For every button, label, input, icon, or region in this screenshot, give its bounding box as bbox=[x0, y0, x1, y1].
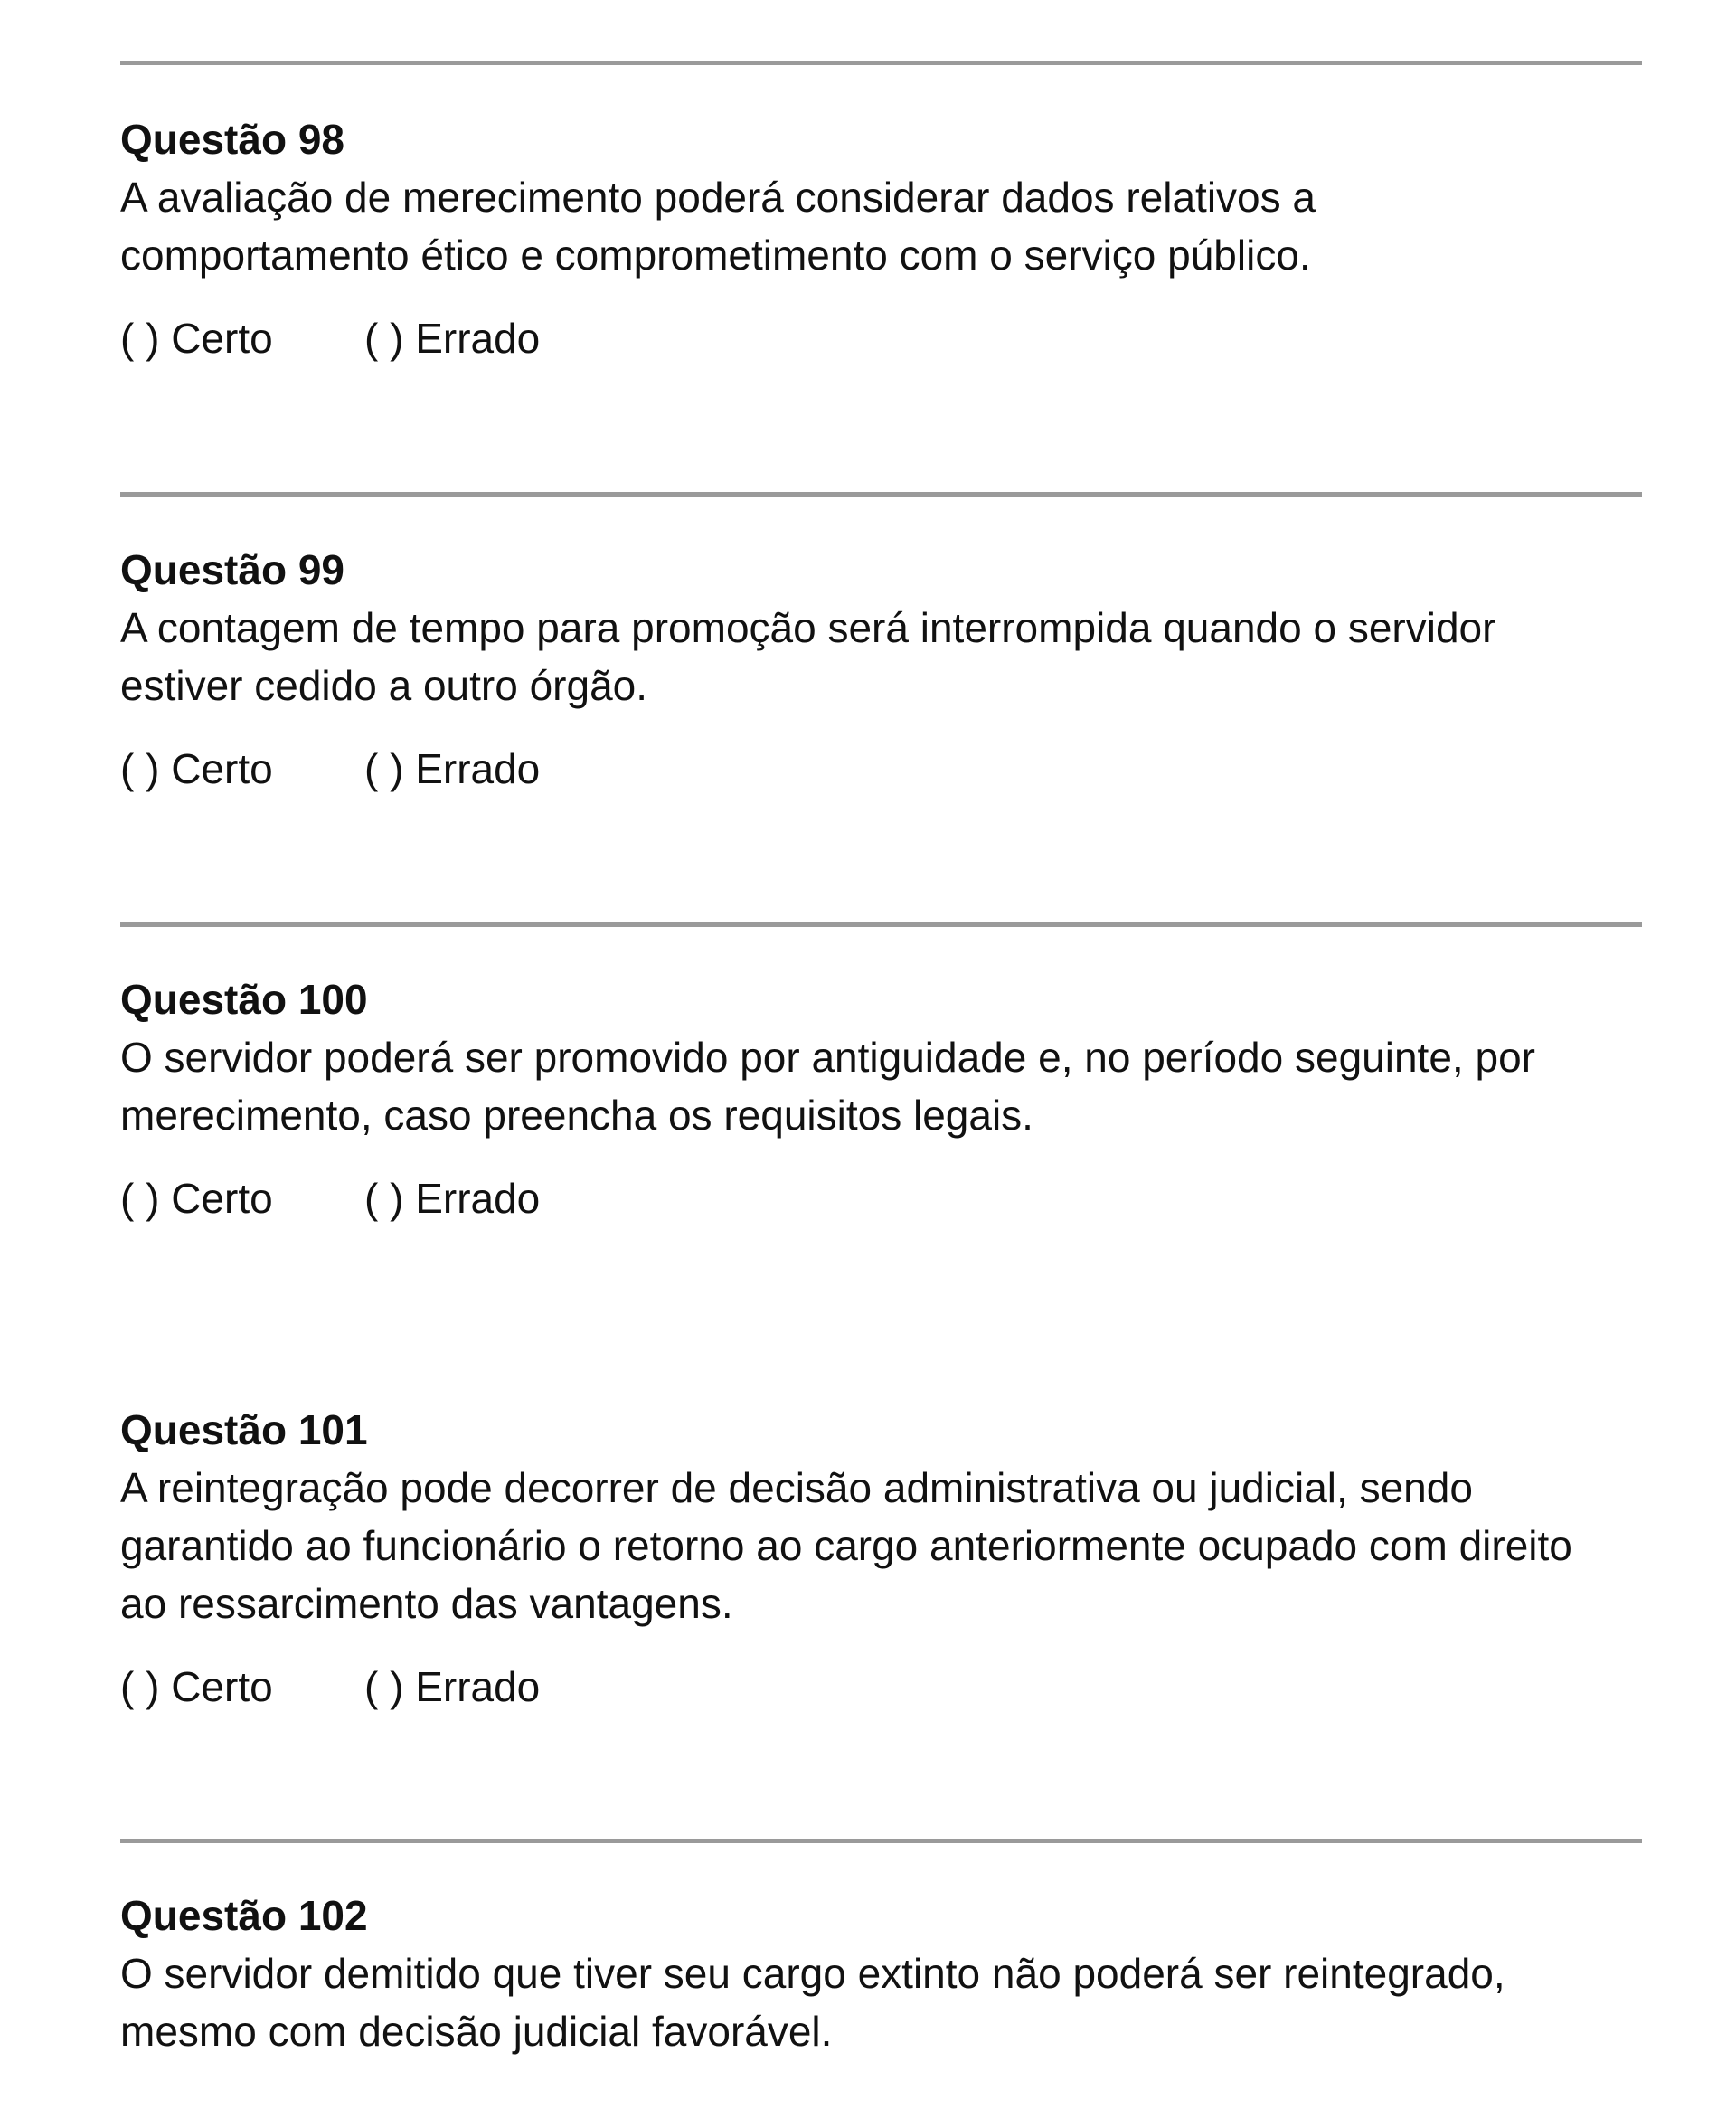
question-text-line: estiver cedido a outro órgão. bbox=[120, 662, 648, 709]
divider bbox=[120, 922, 1642, 927]
question-title: Questão 98 bbox=[120, 116, 344, 163]
option-certo[interactable]: ( ) Certo bbox=[120, 315, 273, 362]
answer-options bbox=[120, 740, 1657, 798]
option-errado[interactable]: ( ) Errado bbox=[364, 745, 541, 792]
question-101 bbox=[120, 1401, 1657, 1716]
question-text-line: A contagem de tempo para promoção será interrompida quando o servidor bbox=[120, 604, 1496, 651]
option-errado[interactable]: ( ) Errado bbox=[364, 1663, 541, 1710]
question-text-line: merecimento, caso preencha os requisitos legais. bbox=[120, 1092, 1033, 1139]
answer-options bbox=[120, 1658, 1657, 1716]
question-98 bbox=[120, 110, 1657, 367]
question-text-line: O servidor poderá ser promovido por antiguidade e, no período seguinte, por bbox=[120, 1034, 1535, 1081]
question-99 bbox=[120, 541, 1657, 798]
answer-options bbox=[120, 1169, 1657, 1227]
question-title: Questão 101 bbox=[120, 1406, 368, 1453]
question-title: Questão 102 bbox=[120, 1892, 368, 1939]
question-title: Questão 100 bbox=[120, 976, 368, 1023]
question-100 bbox=[120, 970, 1657, 1227]
question-text-line: A reintegração pode decorrer de decisão administrativa ou judicial, sendo bbox=[120, 1464, 1473, 1511]
divider bbox=[120, 492, 1642, 497]
question-text-line: A avaliação de merecimento poderá considerar dados relativos a bbox=[120, 174, 1316, 221]
question-text-line: ao ressarcimento das vantagens. bbox=[120, 1580, 733, 1627]
question-title: Questão 99 bbox=[120, 546, 344, 593]
question-text-line: garantido ao funcionário o retorno ao cargo anteriormente ocupado com direito bbox=[120, 1522, 1572, 1569]
divider bbox=[120, 61, 1642, 65]
answer-options bbox=[120, 309, 1657, 367]
question-text-line: mesmo com decisão judicial favorável. bbox=[120, 2008, 833, 2055]
divider bbox=[120, 1839, 1642, 1843]
question-102 bbox=[120, 1887, 1657, 2060]
option-errado[interactable]: ( ) Errado bbox=[364, 1175, 541, 1222]
option-certo[interactable]: ( ) Certo bbox=[120, 1175, 273, 1222]
question-text-line: O servidor demitido que tiver seu cargo extinto não poderá ser reintegrado, bbox=[120, 1950, 1505, 1997]
option-errado[interactable]: ( ) Errado bbox=[364, 315, 541, 362]
option-certo[interactable]: ( ) Certo bbox=[120, 745, 273, 792]
question-text-line: comportamento ético e comprometimento com o serviço público. bbox=[120, 232, 1311, 279]
option-certo[interactable]: ( ) Certo bbox=[120, 1663, 273, 1710]
